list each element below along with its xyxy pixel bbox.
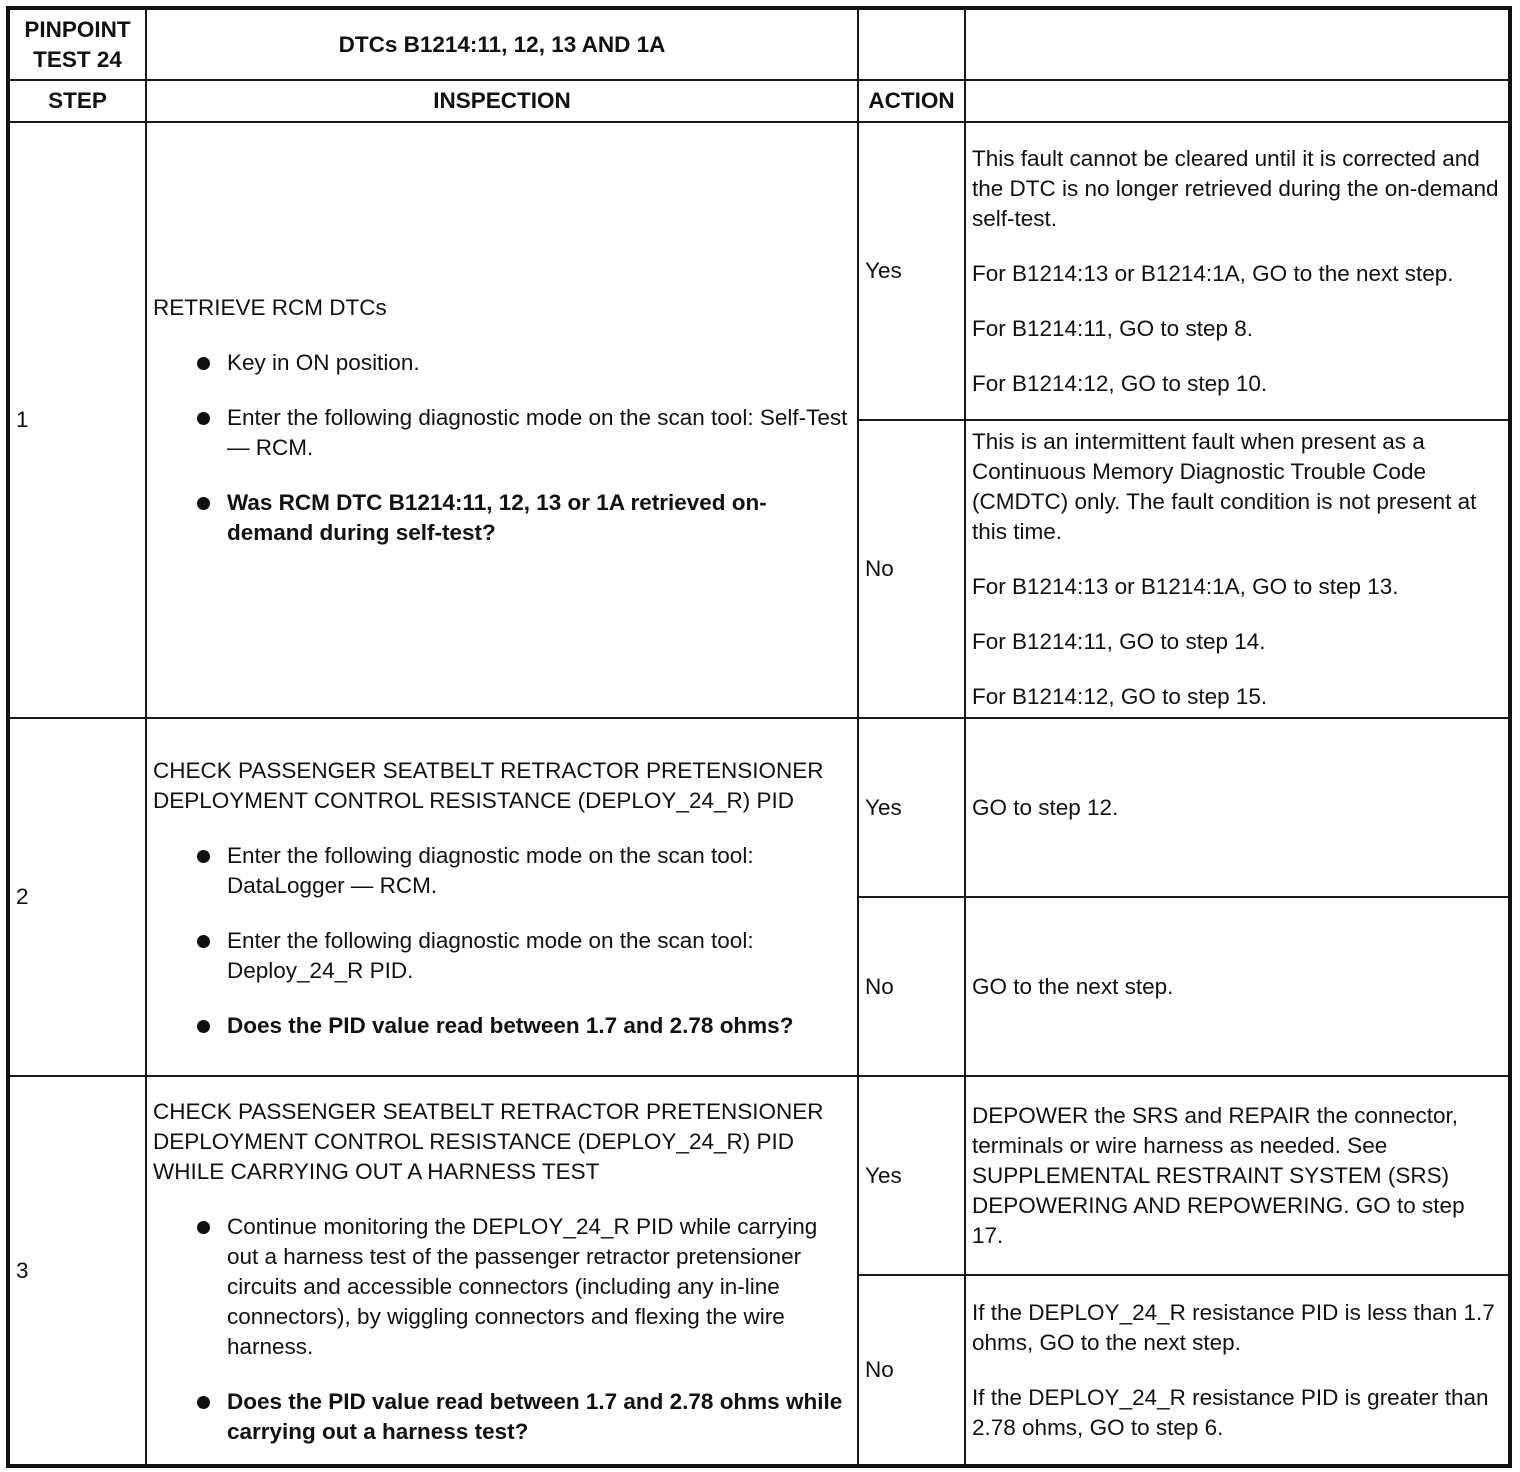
action-text: This fault cannot be cleared until it is corrected and the DTC is no longer retrieved during the on-demand self-test. — [972, 145, 1499, 231]
action-text: DEPOWER the SRS and REPAIR the connector, terminals or wire harness as needed. See SUPPLEMENTAL RESTRAINT SYSTEM (SRS) DEPOWERING AND REPOWERING. GO to step 17. — [972, 1102, 1465, 1248]
answer-no: No — [858, 897, 965, 1076]
step-number: 3 — [8, 1076, 146, 1466]
no-action — [965, 897, 1510, 1076]
step-3-yes-row — [8, 1076, 1510, 1275]
inspection-bullet: Continue monitoring the DEPLOY_24_R PID while carrying out a harness test of the passenger retractor pretensioner circuits and accessible connectors (including any in-line connectors), by wiggling connectors and flexing the wire harness. — [153, 1212, 851, 1362]
pinpoint-test-table — [6, 6, 1512, 1468]
step-title: CHECK PASSENGER SEATBELT RETRACTOR PRETENSIONER DEPLOYMENT CONTROL RESISTANCE (DEPLOY_24_R) PID WHILE CARRYING OUT A HARNESS TEST — [153, 1098, 824, 1184]
inspection-bullet: Key in ON position. — [153, 348, 851, 378]
action-text: If the DEPLOY_24_R resistance PID is less than 1.7 ohms, GO to the next step. — [972, 1299, 1495, 1355]
yes-action — [965, 122, 1510, 420]
step-number: 1 — [8, 122, 146, 718]
action-text: This is an intermittent fault when present as a Continuous Memory Diagnostic Trouble Code (CMDTC) only. The fault condition is not present at this time. — [972, 428, 1477, 544]
column-header-step: STEP — [8, 80, 146, 122]
action-text: For B1214:12, GO to step 15. — [972, 683, 1268, 709]
pinpoint-test-document — [6, 6, 1512, 1468]
inspection-bullet: Enter the following diagnostic mode on the scan tool: Deploy_24_R PID. — [153, 926, 851, 986]
inspection-question: Does the PID value read between 1.7 and 2.78 ohms while carrying out a harness test? — [153, 1387, 851, 1447]
inspection-bullets — [153, 348, 851, 548]
pinpoint-line-2: TEST 24 — [33, 46, 122, 72]
inspection-bullet: Enter the following diagnostic mode on the scan tool: Self-Test — RCM. — [153, 403, 851, 463]
step-1-yes-row — [8, 122, 1510, 420]
step-3-inspection — [146, 1076, 858, 1466]
inspection-bullets — [153, 1212, 851, 1447]
answer-yes: Yes — [858, 1076, 965, 1275]
no-action — [965, 420, 1510, 718]
yes-action — [965, 718, 1510, 897]
column-header-blank — [965, 80, 1510, 122]
column-header-inspection: INSPECTION — [146, 80, 858, 122]
action-text: For B1214:11, GO to step 8. — [972, 315, 1253, 341]
yes-action — [965, 1076, 1510, 1275]
step-2-inspection — [146, 718, 858, 1076]
step-title: RETRIEVE RCM DTCs — [153, 294, 387, 320]
step-number: 2 — [8, 718, 146, 1076]
pinpoint-label — [8, 8, 146, 80]
title-blank-action — [858, 8, 965, 80]
inspection-bullets — [153, 841, 851, 1041]
inspection-question: Was RCM DTC B1214:11, 12, 13 or 1A retrieved on-demand during self-test? — [153, 488, 851, 548]
test-title: DTCs B1214:11, 12, 13 AND 1A — [146, 8, 858, 80]
column-header-row — [8, 80, 1510, 122]
pinpoint-line-1: PINPOINT — [24, 16, 131, 42]
inspection-question: Does the PID value read between 1.7 and 2.78 ohms? — [153, 1011, 851, 1041]
step-1-inspection — [146, 122, 858, 718]
action-text: For B1214:13 or B1214:1A, GO to the next step. — [972, 260, 1454, 286]
action-text: GO to the next step. — [972, 973, 1174, 999]
title-row — [8, 8, 1510, 80]
action-text: GO to step 12. — [972, 794, 1119, 820]
answer-no: No — [858, 420, 965, 718]
action-text: For B1214:12, GO to step 10. — [972, 370, 1268, 396]
action-text: If the DEPLOY_24_R resistance PID is greater than 2.78 ohms, GO to step 6. — [972, 1384, 1489, 1440]
step-title: CHECK PASSENGER SEATBELT RETRACTOR PRETENSIONER DEPLOYMENT CONTROL RESISTANCE (DEPLOY_24_R) PID — [153, 757, 824, 813]
answer-yes: Yes — [858, 122, 965, 420]
answer-yes: Yes — [858, 718, 965, 897]
action-text: For B1214:11, GO to step 14. — [972, 628, 1266, 654]
title-blank-result — [965, 8, 1510, 80]
action-text: For B1214:13 or B1214:1A, GO to step 13. — [972, 573, 1399, 599]
answer-no: No — [858, 1275, 965, 1466]
no-action — [965, 1275, 1510, 1466]
step-2-yes-row — [8, 718, 1510, 897]
column-header-action: ACTION — [858, 80, 965, 122]
inspection-bullet: Enter the following diagnostic mode on the scan tool: DataLogger — RCM. — [153, 841, 851, 901]
